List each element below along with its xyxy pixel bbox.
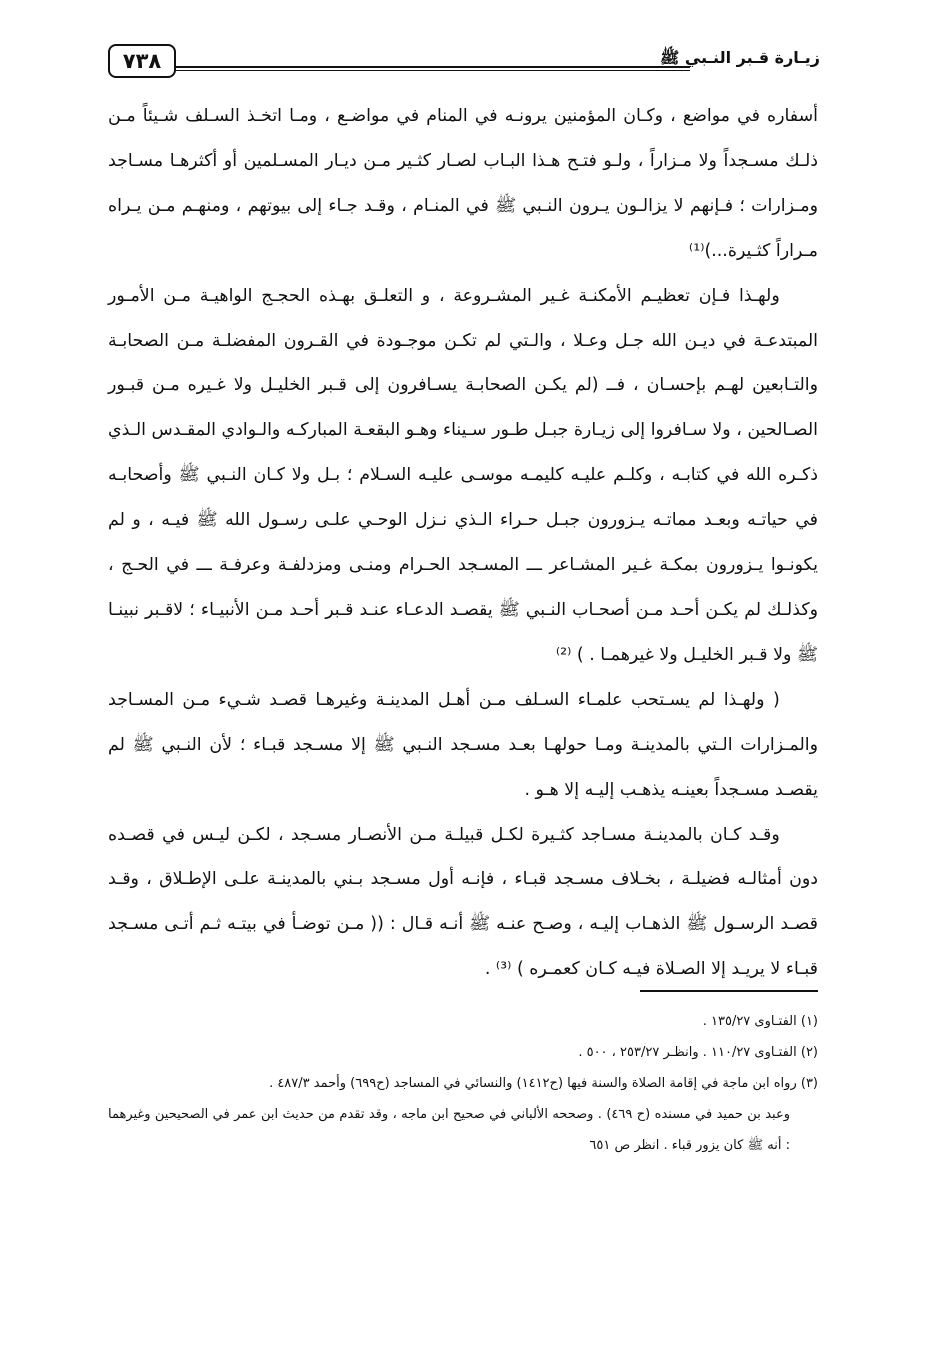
page-header	[108, 44, 820, 84]
footnote: (٣) رواه ابن ماجة في إقامة الصلاة والسنة فيها (ح١٤١٢) والنسائي في المساجد (ح٦٩٩) وأحمد ٤٨٧/٣ .	[269, 1076, 818, 1091]
footnote-separator	[640, 990, 818, 992]
paragraph: ( ولهـذا لم يسـتحب علمـاء السـلف مـن أهـل المدينـة وغيرهـا قصـد شـيء مـن المسـاجد والمـزارات الـتي بالمدينـة ومـا حولهـا بعـد مسـجد النـبي ﷺ إلا مسـجد قبـاء ؛ لأن النـبي ﷺ لم يقصـد مسـجداً بعينـه يذهـب إليـه إلا هـو .	[108, 689, 818, 800]
page-number: ٧٣٨	[108, 44, 176, 78]
footnote: (٢) الفتـاوى ١١٠/٢٧ . وانظـر ٢٥٣/٢٧ ، ٥٠٠ .	[578, 1045, 818, 1060]
running-title: زيـارة قـبر النـبي ﷺ	[659, 48, 820, 67]
header-rule-thin	[174, 70, 690, 71]
paragraph: وقـد كـان بالمدينـة مسـاجد كثـيرة لكـل قبيلـة مـن الأنصـار مسـجد ، لكـن ليـس في قصـده دون أمثالـه فضيلـة ، بخـلاف مسـجد قبـاء ، فإنـه أول مسـجد بـني بالمدينـة علـى الإطـلاق ، وقـد قصـد الرسـول ﷺ الذهـاب إليـه ، وصـح عنـه ﷺ أنـه قـال : (( مـن توضـأ في بيتـه ثـم أتـى مسـجد قبـاء لا يريـد إلا الصـلاة فيـه كـان كعمـره ) ⁽³⁾ .	[108, 824, 818, 980]
footnotes	[108, 1006, 818, 1161]
main-text	[108, 94, 818, 992]
footnote-continuation: وعبد بن حميد في مسنده (ح ٤٦٩) . وصححه الألباني في صحيح ابن ماجه ، وقد تقدم من حديث ابن عمر في الصحيحين وغيرهما : أنه ﷺ كان يزور قباء . انظر ص ٦٥١	[108, 1107, 790, 1153]
paragraph: أسفاره في مواضع ، وكـان المؤمنين يرونـه في المنام في مواضـع ، ومـا اتخـذ السـلف شـيئاً مـن ذلـك مسـجداً ولا مـزاراً ، ولـو فتـح هـذا البـاب لصـار كثـير مـن ديـار المسـلمين أو أكثرهـا مسـاجد ومـزارات ؛ فـإنهم لا يزالـون يـرون النـبي ﷺ في المنـام ، وقـد جـاء إلى بيوتهم ، ومنهـم مـن يـراه مـراراً كثـيرة...)⁽¹⁾	[108, 106, 818, 261]
header-rule	[174, 66, 690, 68]
paragraph: ولهـذا فـإن تعظيـم الأمكنـة غـير المشـروعة ، و التعلـق بهـذه الحجـج الواهيـة مـن الأمـور المبتدعـة في ديـن الله جـل وعـلا ، والـتي لم تكـن موجـودة في القـرون المفضلـة مـن الصحابـة والتـابعين لهـم بإحسـان ، فــ (لم يكـن الصحابـة يسـافرون إلى قـبر الخليـل ولا غـيره مـن قبـور الصـالحين ، ولا سـافروا إلى زيـارة جبـل طـور سـيناء وهـو البقعـة المباركـه والـوادي المقـدس الـذي ذكـره الله في كتابـه ، وكلـم عليـه كليمـه موسـى عليـه السـلام ؛ بـل ولا كـان النـبي ﷺ وأصحابـه في حياتـه وبعـد مماتـه يـزورون جبـل حـراء الـذي نـزل الوحـي علـى رسـول الله ﷺ فيـه ، و لم يكونـوا يـزورون بمكـة غـير المشـاعر ـــ المسـجد الحـرام ومنـى ومزدلفـة وعرفـة ـــ في الحـج ، وكذلـك لم يكـن أحـد مـن أصحـاب النـبي ﷺ يقصـد الدعـاء عنـد قـبر أحـد مـن الأنبيـاء ؛ لاقـبر نبينـا ﷺ ولا قـبر الخليـل ولا غيرهمـا . ) ⁽²⁾	[108, 285, 818, 665]
footnote: (١) الفتـاوى ١٣٥/٢٧ .	[702, 1014, 818, 1029]
